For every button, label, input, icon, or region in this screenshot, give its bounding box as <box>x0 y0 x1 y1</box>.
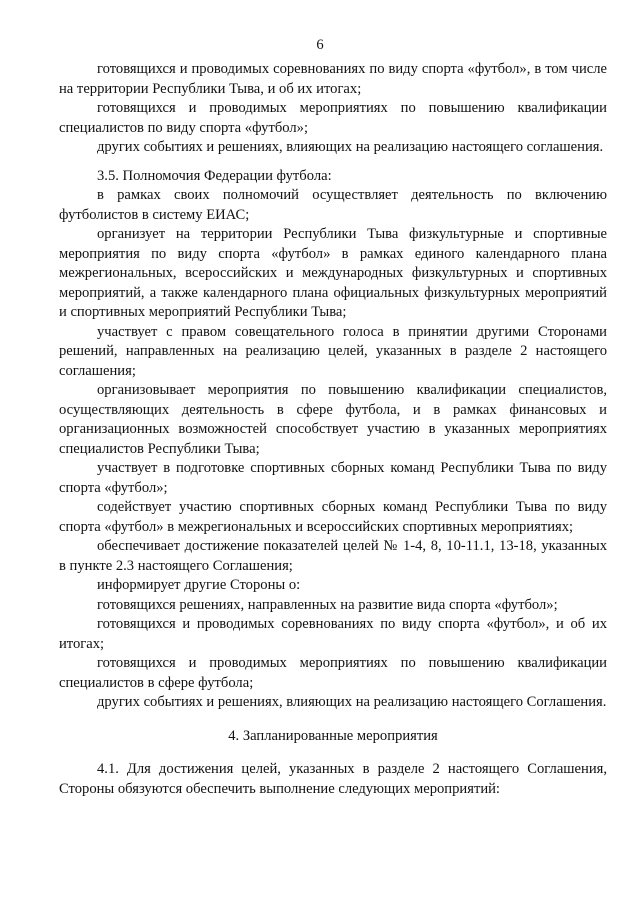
paragraph: готовящихся и проводимых мероприятиях по повышению квалификации специалистов по виду спорта «футбол»; <box>59 100 607 136</box>
paragraph: готовящихся решениях, направленных на развитие вида спорта «футбол»; <box>97 596 558 613</box>
paragraph: организует на территории Республики Тыва физкультурные и спортивные мероприятия по виду спорта «футбол» в рамках единого календарного плана межрегиональных, всероссийских и международных физкультурных и спортивных мероприятий, а также календарного плана официальных физкультурных мероприятий и спортивных мероприятий Республики Тыва; <box>59 226 607 320</box>
paragraph: участвует с правом совещательного голоса в принятии другими Сторонами решений, направленных на реализацию целей, указанных в разделе 2 настоящего соглашения; <box>59 323 607 379</box>
paragraph: готовящихся и проводимых соревнованиях по виду спорта «футбол», в том числе на территории Республики Тыва, и об их итогах; <box>59 61 607 97</box>
paragraph: организовывает мероприятия по повышению квалификации специалистов, осуществляющих деятельность в сфере футбола, и в рамках финансовых и организационных возможностей способствует участию в указанных мероприятиях специалистов Республики Тыва; <box>59 382 607 457</box>
section-4-heading: 4. Запланированные мероприятия <box>228 727 438 744</box>
paragraph: 4.1. Для достижения целей, указанных в разделе 2 настоящего Соглашения, Стороны обязуются обеспечить выполнение следующих мероприятий: <box>59 761 607 797</box>
document-body <box>59 60 607 799</box>
paragraph: содействует участию спортивных сборных команд Республики Тыва по виду спорта «футбол» в межрегиональных и всероссийских спортивных мероприятиях; <box>59 499 607 535</box>
paragraph: информирует другие Стороны о: <box>97 577 301 593</box>
page-number: 6 <box>316 37 324 53</box>
section-3-5-title: 3.5. Полномочия Федерации футбола: <box>97 167 332 184</box>
paragraph: других событиях и решениях, влияющих на реализацию настоящего соглашения. <box>97 139 604 155</box>
paragraph: готовящихся и проводимых мероприятиях по повышению квалификации специалистов в сфере футбола; <box>59 655 607 691</box>
paragraph: других событиях и решениях, влияющих на реализацию настоящего Соглашения. <box>97 694 607 710</box>
paragraph: в рамках своих полномочий осуществляет деятельность по включению футболистов в систему ЕИАС; <box>59 187 607 223</box>
paragraph: обеспечивает достижение показателей целей № 1-4, 8, 10-11.1, 13-18, указанных в пункте 2.3 настоящего Соглашения; <box>59 538 607 574</box>
paragraph: участвует в подготовке спортивных сборных команд Республики Тыва по виду спорта «футбол»; <box>59 460 607 496</box>
paragraph: готовящихся и проводимых соревнованиях по виду спорта «футбол», и об их итогах; <box>59 616 607 652</box>
